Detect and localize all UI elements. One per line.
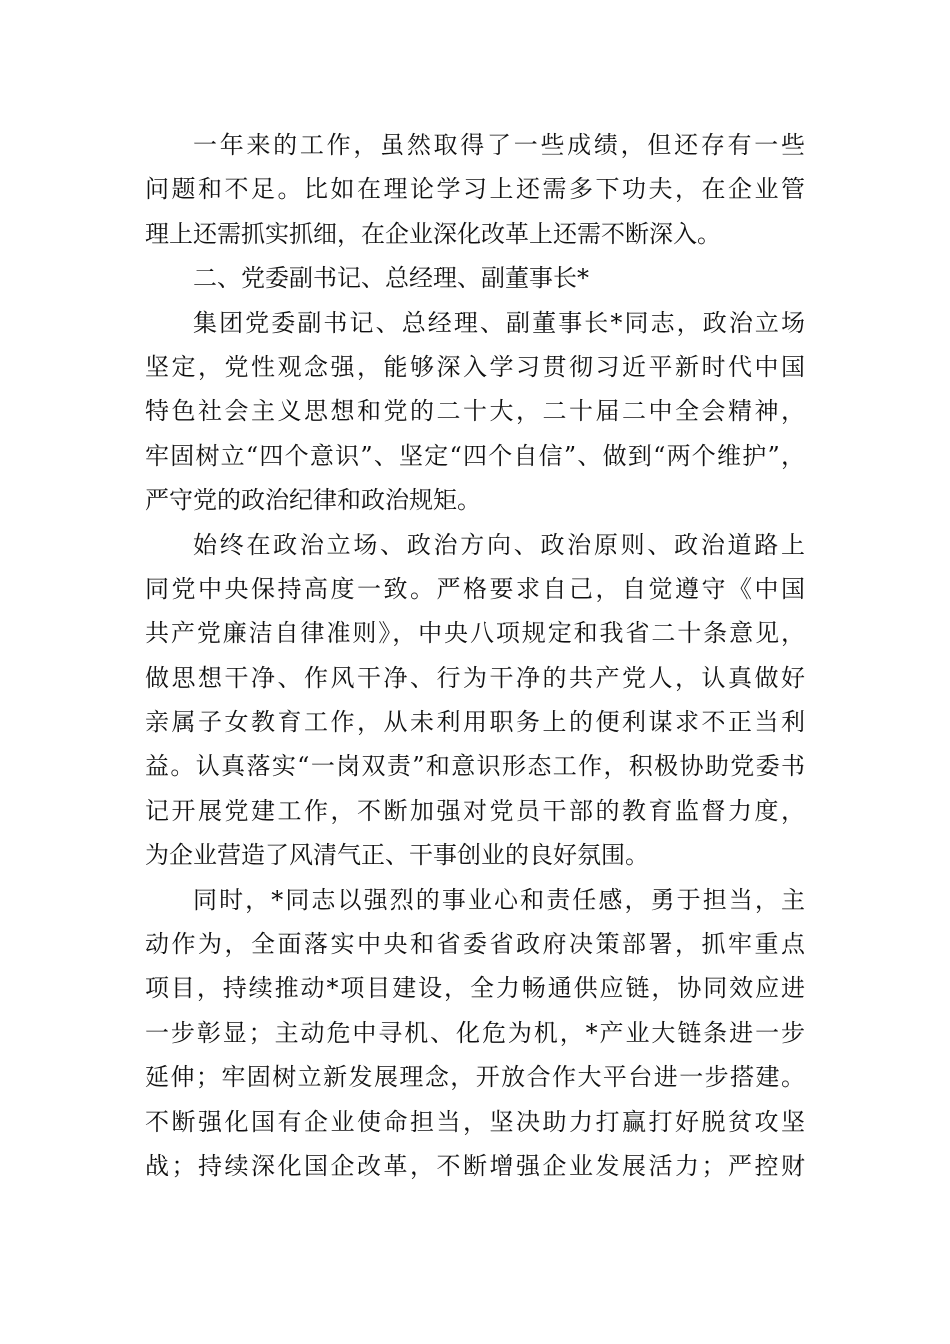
text-line: 动作为，全面落实中央和省委省政府决策部署，抓牢重点 xyxy=(145,930,805,959)
text-line: 一年来的工作，虽然取得了一些成绩，但还存有一些 xyxy=(193,131,805,159)
paragraph-discipline xyxy=(145,523,805,878)
text-line: 亲属子女教育工作，从未利用职务上的便利谋求不正当利 xyxy=(145,708,805,737)
text-line: 同时，*同志以强烈的事业心和责任感，勇于担当，主 xyxy=(193,885,805,914)
text-line: 不断强化国有企业使命担当，坚决助力打赢打好脱贫攻坚 xyxy=(145,1107,805,1136)
text-line: 问题和不足。比如在理论学习上还需多下功夫，在企业管 xyxy=(145,175,805,204)
paragraph-achievements xyxy=(145,878,805,1189)
heading-line: 二、党委副书记、总经理、副董事长* xyxy=(193,264,589,293)
text-line: 始终在政治立场、政治方向、政治原则、政治道路上 xyxy=(193,530,805,559)
text-line: 做思想干净、作风干净、行为干净的共产党人，认真做好 xyxy=(145,663,805,692)
text-line: 延伸；牢固树立新发展理念，开放合作大平台进一步搭建。 xyxy=(145,1063,805,1092)
paragraph-work-summary xyxy=(145,123,805,256)
text-line: 同党中央保持高度一致。严格要求自己，自觉遵守《中国 xyxy=(145,574,805,603)
paragraph-political-stance xyxy=(145,301,805,523)
text-line: 共产党廉洁自律准则》，中央八项规定和我省二十条意见， xyxy=(145,619,805,648)
text-line: 理上还需抓实抓细，在企业深化改革上还需不断深入。 xyxy=(145,219,721,248)
text-line: 记开展党建工作，不断加强对党员干部的教育监督力度， xyxy=(145,796,805,825)
text-line: 严守党的政治纪律和政治规矩。 xyxy=(145,486,481,515)
text-line: 集团党委副书记、总经理、副董事长*同志，政治立场 xyxy=(193,308,805,337)
document-body xyxy=(145,123,805,1188)
text-line: 坚定，党性观念强，能够深入学习贯彻习近平新时代中国 xyxy=(145,352,805,381)
text-line: 益。认真落实“一岗双责”和意识形态工作，积极协助党委书 xyxy=(145,752,805,781)
section-heading xyxy=(145,256,805,300)
text-line: 牢固树立“四个意识”、坚定“四个自信”、做到“两个维护”， xyxy=(145,441,805,470)
text-line: 特色社会主义思想和党的二十大，二十届二中全会精神， xyxy=(145,397,805,426)
text-line: 项目，持续推动*项目建设，全力畅通供应链，协同效应进 xyxy=(145,974,805,1003)
text-line: 战；持续深化国企改革，不断增强企业发展活力；严控财 xyxy=(145,1151,805,1180)
text-line: 为企业营造了风清气正、干事创业的良好氛围。 xyxy=(145,841,649,870)
text-line: 一步彰显；主动危中寻机、化危为机，*产业大链条进一步 xyxy=(145,1018,805,1047)
